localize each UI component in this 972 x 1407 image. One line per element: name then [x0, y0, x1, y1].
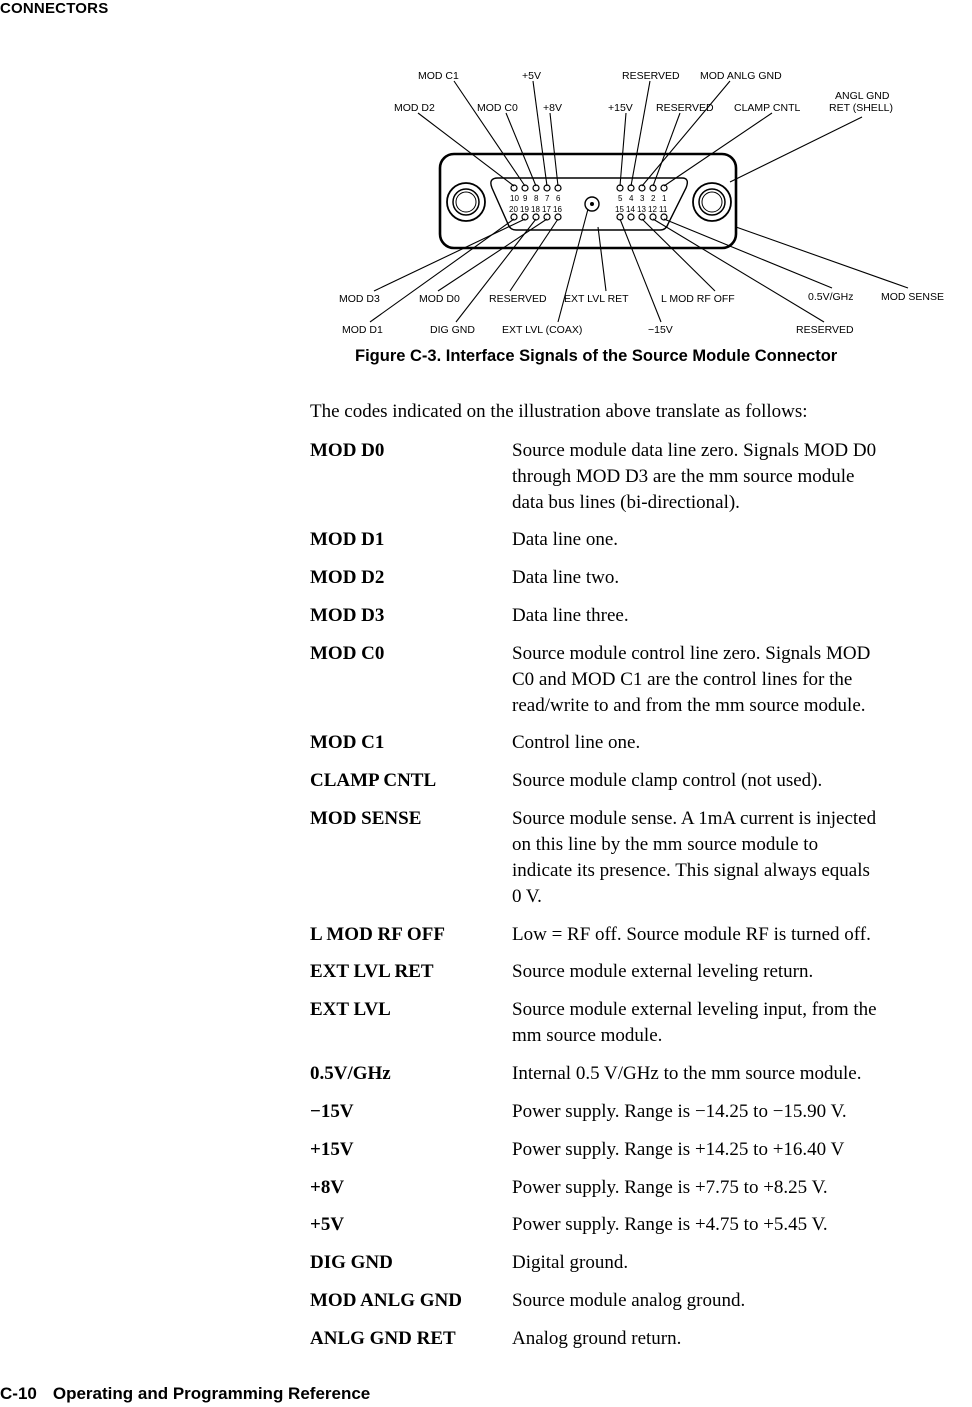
leader-line [736, 227, 908, 288]
definition-term: +5V [310, 1214, 345, 1235]
leader-line [642, 219, 715, 291]
description-line: Power supply. Range is +4.75 to +5.45 V. [512, 1214, 828, 1235]
label-mod-anlg-gnd: MOD ANLG GND [700, 70, 782, 82]
definition-description [512, 997, 972, 1049]
pin-number: 19 [520, 205, 529, 214]
definition-term: EXT LVL [310, 999, 391, 1020]
definition-term: MOD C0 [310, 643, 385, 664]
definition-term: EXT LVL RET [310, 961, 434, 982]
coax-pin-icon [585, 197, 599, 211]
label-clamp-cntl: CLAMP CNTL [734, 102, 801, 114]
description-line: on this line by the mm source module to [512, 834, 819, 855]
leader-line [653, 219, 824, 322]
pin-number: 20 [509, 205, 518, 214]
definition-term: ANLG GND RET [310, 1328, 456, 1349]
pin-number: 11 [659, 205, 668, 214]
pin-number: 10 [510, 194, 519, 203]
leader-line [620, 113, 626, 186]
description-line: 0 V. [512, 886, 542, 907]
description-line: Data line two. [512, 567, 620, 588]
pin-number: 13 [637, 205, 646, 214]
leader-line [533, 81, 547, 186]
description-line: Analog ground return. [512, 1328, 682, 1349]
page-number: C-10 [0, 1384, 37, 1403]
pin-number: 18 [531, 205, 540, 214]
description-line: Source module external leveling input, from the [512, 999, 877, 1020]
pin-number: 1 [662, 194, 667, 203]
pin-number: 17 [542, 205, 551, 214]
definition-description [512, 922, 972, 948]
pin-number: 12 [648, 205, 657, 214]
connector-diagram [330, 62, 970, 347]
figure-caption: Figure C-3. Interface Signals of the Source Module Connector [355, 347, 838, 365]
description-line: Source module sense. A 1mA current is injected [512, 808, 877, 829]
description-line: Power supply. Range is −14.25 to −15.90 V. [512, 1101, 847, 1122]
description-line: mm source module. [512, 1025, 663, 1046]
definition-term: MOD D2 [310, 567, 385, 588]
label-mod-sense: MOD SENSE [881, 291, 945, 303]
definition-description [512, 1175, 972, 1201]
definition-term: MOD D3 [310, 605, 385, 626]
definition-term: MOD C1 [310, 732, 385, 753]
definition-description [512, 438, 972, 516]
description-line: Power supply. Range is +14.25 to +16.40 V [512, 1139, 845, 1160]
description-line: Digital ground. [512, 1252, 629, 1273]
definition-term: 0.5V/GHz [310, 1063, 391, 1084]
definition-term: L MOD RF OFF [310, 924, 445, 945]
description-line: through MOD D3 are the mm source module [512, 466, 855, 487]
description-line: Source module data line zero. Signals MOD D0 [512, 440, 877, 461]
description-line: Power supply. Range is +7.75 to +8.25 V. [512, 1177, 828, 1198]
description-line: read/write to and from the mm source module. [512, 695, 866, 716]
pin-number: 7 [545, 194, 550, 203]
definition-term: MOD D0 [310, 440, 385, 461]
label-minus-15v: −15V [648, 324, 673, 336]
label-dig-gnd: DIG GND [430, 324, 475, 336]
definition-description [512, 527, 972, 553]
pin-numbers [509, 194, 668, 214]
description-line: Internal 0.5 V/GHz to the mm source module. [512, 1063, 862, 1084]
definition-description [512, 806, 972, 910]
leader-line [438, 219, 547, 291]
description-line: C0 and MOD C1 are the control lines for the [512, 669, 853, 690]
description-line: Source module analog ground. [512, 1290, 746, 1311]
definition-description [512, 641, 972, 719]
description-line: Data line three. [512, 605, 629, 626]
definition-description [512, 1250, 972, 1276]
leader-line [642, 81, 730, 186]
label-plus-5v: +5V [522, 70, 541, 82]
footer-title: Operating and Programming Reference [52, 1384, 371, 1403]
definition-term: +8V [310, 1177, 345, 1198]
pin-number: 2 [651, 194, 656, 203]
section-header: CONNECTORS [0, 0, 109, 17]
definition-term: −15V [310, 1101, 354, 1122]
description-line: Control line one. [512, 732, 641, 753]
leader-line [558, 209, 588, 322]
page-footer [0, 1384, 370, 1404]
definition-term: DIG GND [310, 1252, 393, 1273]
label-mod-c1: MOD C1 [418, 70, 459, 82]
leader-line [664, 113, 772, 186]
label-mod-d2: MOD D2 [394, 102, 435, 114]
leader-line [598, 227, 606, 291]
leader-line [730, 117, 862, 182]
definition-description [512, 959, 972, 985]
pin-number: 16 [553, 205, 562, 214]
leader-line [370, 219, 514, 322]
connector-figure [330, 62, 970, 352]
label-0-5v-per-ghz: 0.5V/GHz [808, 291, 854, 303]
leader-lines [370, 81, 908, 322]
leader-line [374, 219, 525, 291]
leader-line [664, 219, 832, 288]
label-mod-d1: MOD D1 [342, 324, 383, 336]
pin-number: 4 [629, 194, 634, 203]
definition-description [512, 768, 972, 794]
description-line: indicate its presence. This signal always equals [512, 860, 870, 881]
pin-number: 8 [534, 194, 539, 203]
description-line: data bus lines (bi-directional). [512, 492, 740, 513]
leader-line [620, 219, 661, 322]
label-mod-d0: MOD D0 [419, 293, 460, 305]
label-reserved-last: RESERVED [796, 324, 854, 336]
pin-14 [628, 214, 634, 220]
definition-term: +15V [310, 1139, 354, 1160]
definition-description [512, 1061, 972, 1087]
label-ret-shell: RET (SHELL) [829, 102, 893, 114]
label-plus-15v: +15V [608, 102, 633, 114]
definition-term: CLAMP CNTL [310, 770, 437, 791]
label-reserved-top: RESERVED [622, 70, 680, 82]
label-plus-8v: +8V [543, 102, 562, 114]
label-reserved-bottom: RESERVED [489, 293, 547, 305]
pin-number: 3 [640, 194, 645, 203]
definition-description [512, 565, 972, 591]
description-line: Data line one. [512, 529, 619, 550]
definition-description [512, 603, 972, 629]
label-mod-c0: MOD C0 [477, 102, 518, 114]
label-angl-gnd: ANGL GND [835, 90, 890, 102]
label-mod-d3: MOD D3 [339, 293, 380, 305]
right-screw-icon [693, 183, 731, 221]
pin-number: 15 [615, 205, 624, 214]
leader-line [550, 113, 558, 186]
pin-number: 5 [618, 194, 623, 203]
definition-description [512, 1326, 972, 1352]
leader-line [631, 81, 650, 186]
label-ext-lvl-ret: EXT LVL RET [564, 293, 629, 305]
description-line: Low = RF off. Source module RF is turned off. [512, 924, 871, 945]
left-screw-icon [447, 183, 485, 221]
description-line: Source module clamp control (not used). [512, 770, 823, 791]
definition-term: MOD ANLG GND [310, 1290, 462, 1311]
description-line: Source module control line zero. Signals MOD [512, 643, 871, 664]
leader-line [506, 113, 536, 186]
definition-description [512, 730, 972, 756]
intro-paragraph: The codes indicated on the illustration above translate as follows: [310, 401, 808, 422]
pin-number: 9 [523, 194, 528, 203]
pin-number: 14 [626, 205, 635, 214]
label-l-mod-rf-off: L MOD RF OFF [661, 293, 735, 305]
definition-term: MOD D1 [310, 529, 385, 550]
pin-number: 6 [556, 194, 561, 203]
definition-description [512, 1137, 972, 1163]
leader-line [653, 113, 680, 186]
leader-line [418, 113, 514, 186]
description-line: Source module external leveling return. [512, 961, 814, 982]
definition-description [512, 1099, 972, 1125]
label-ext-lvl-coax: EXT LVL (COAX) [502, 324, 583, 336]
definition-term: MOD SENSE [310, 808, 422, 829]
label-reserved-mid: RESERVED [656, 102, 714, 114]
definition-description [512, 1288, 972, 1314]
definition-description [512, 1212, 972, 1238]
